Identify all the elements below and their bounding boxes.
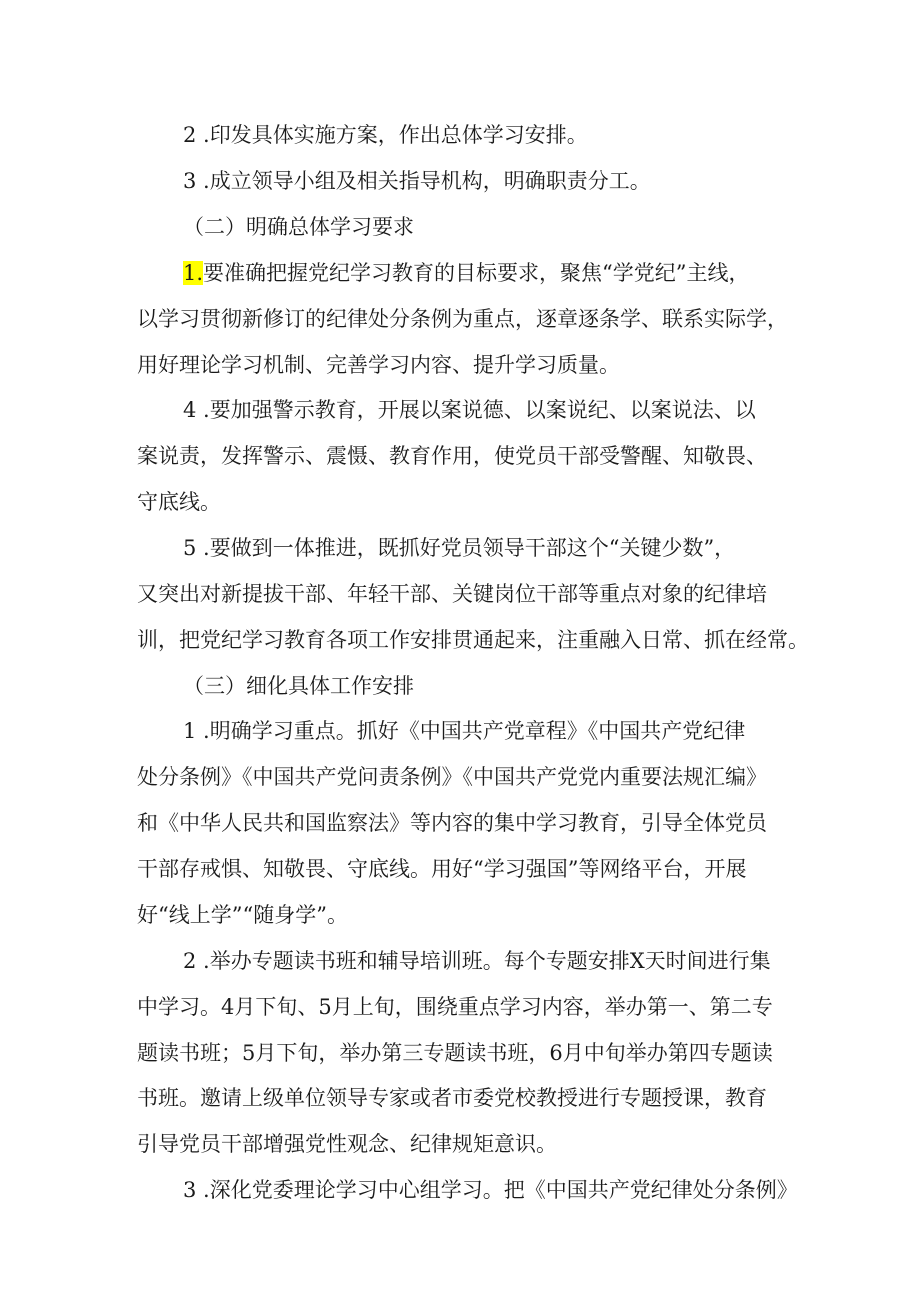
section-heading-2: （二）明确总体学习要求 <box>183 215 414 239</box>
section-heading-3: （三）细化具体工作安排 <box>183 674 414 698</box>
item-3-center-group-study: 3 .深化党委理论学习中心组学习。把《中国共产党纪律处分条例》 <box>183 1178 798 1202</box>
paragraph-line: 和《中华人民共和国监察法》等内容的集中学习教育，引导全体党员 <box>137 811 767 835</box>
item-1-requirement <box>183 259 750 287</box>
item-3-leading-group: 3 .成立领导小组及相关指导机构，明确职责分工。 <box>183 169 651 193</box>
paragraph-line: 守底线。 <box>137 490 221 514</box>
paragraph-line: 书班。邀请上级单位领导专家或者市委党校教授进行专题授课，教育 <box>137 1086 767 1110</box>
paragraph-line: 以学习贯彻新修订的纪律处分条例为重点，逐章逐条学、联系实际学， <box>137 307 788 331</box>
paragraph-line: 题读书班；5月下旬，举办第三专题读书班，6月中旬举办第四专题读 <box>137 1041 773 1065</box>
paragraph-line: 又突出对新提拔干部、年轻干部、关键岗位干部等重点对象的纪律培 <box>137 582 767 606</box>
item-2-issue-plan: 2 .印发具体实施方案，作出总体学习安排。 <box>183 123 588 147</box>
item-2-reading-class: 2 .举办专题读书班和辅导培训班。每个专题安排X天时间进行集 <box>183 949 771 973</box>
paragraph-line: 引导党员干部增强党性观念、纪律规矩意识。 <box>137 1132 557 1156</box>
highlighted-number-marker: 1. <box>183 261 204 285</box>
paragraph-line: 处分条例》《中国共产党问责条例》《中国共产党党内重要法规汇编》 <box>137 765 767 789</box>
item-1-study-focus: 1 .明确学习重点。抓好《中国共产党章程》《中国共产党纪律 <box>183 719 746 743</box>
paragraph-line: 中学习。4月下旬、5月上旬，围绕重点学习内容，举办第一、第二专 <box>137 995 773 1019</box>
item-1-text: 要准确把握党纪学习教育的目标要求，聚焦“学党纪”主线， <box>203 261 750 285</box>
paragraph-line: 案说责，发挥警示、震慑、教育作用，使党员干部受警醒、知敬畏、 <box>137 444 767 468</box>
item-4-warning-education: 4 .要加强警示教育，开展以案说德、以案说纪、以案说法、以 <box>183 398 756 422</box>
item-5-integrated-push: 5 .要做到一体推进，既抓好党员领导干部这个“关键少数”， <box>183 536 736 560</box>
paragraph-line: 用好理论学习机制、完善学习内容、提升学习质量。 <box>137 353 620 377</box>
paragraph-line: 训，把党纪学习教育各项工作安排贯通起来，注重融入日常、抓在经常。 <box>137 628 809 652</box>
paragraph-line: 干部存戒惧、知敬畏、守底线。用好“学习强国”等网络平台，开展 <box>137 857 747 881</box>
paragraph-line: 好“线上学”“随身学”。 <box>137 903 348 927</box>
